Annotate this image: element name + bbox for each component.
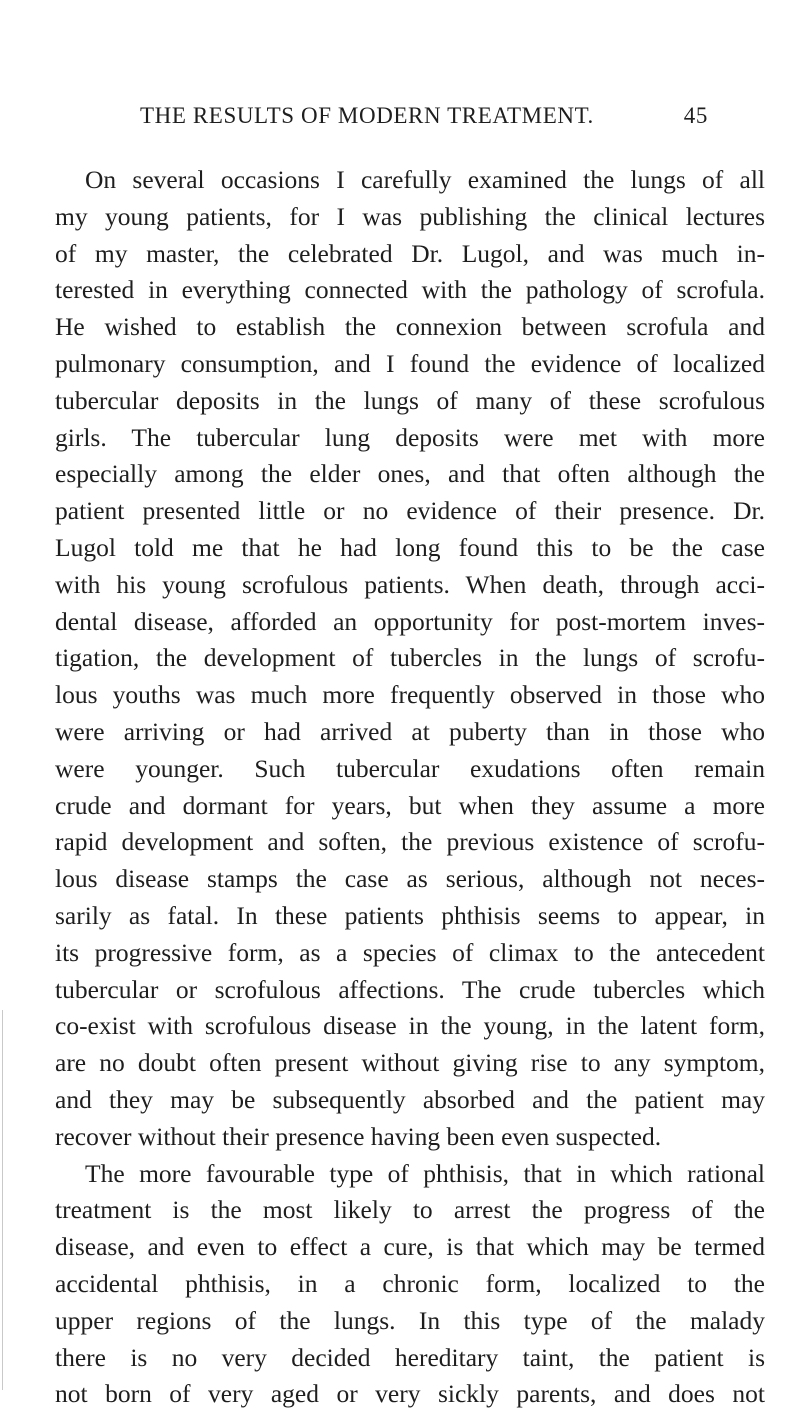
text-line: and they may be subsequently absorbed and the patient may: [55, 1084, 765, 1114]
text-line: lous youths was much more frequently observed in those who: [55, 680, 765, 710]
text-line: tubercular deposits in the lungs of many of these scrofulous: [55, 385, 765, 415]
text-line: lous disease stamps the case as serious, although not neces-: [55, 864, 765, 894]
text-line: pulmonary consumption, and I found the evidence of localized: [55, 348, 765, 378]
text-line: rapid development and soften, the previous existence of scrofu-: [55, 827, 765, 857]
body-text: [55, 162, 765, 1413]
running-head: [140, 103, 708, 139]
text-line: treatment is the most likely to arrest the progress of the: [55, 1195, 765, 1225]
text-line: He wished to establish the connexion between scrofula and: [55, 312, 765, 342]
text-line: accidental phthisis, in a chronic form, localized to the: [55, 1268, 765, 1298]
text-line: my young patients, for I was publishing the clinical lectures: [55, 201, 765, 231]
text-line: its progressive form, as a species of climax to the antecedent: [55, 937, 765, 967]
running-head-title: THE RESULTS OF MODERN TREATMENT.: [140, 103, 594, 128]
text-line: On several occasions I carefully examined the lungs of all: [85, 165, 765, 194]
text-line: patient presented little or no evidence of their presence. Dr.: [55, 496, 765, 526]
text-line: recover without their presence having been even suspected.: [55, 1121, 662, 1151]
text-line: terested in everything connected with the pathology of scrofula.: [55, 275, 765, 305]
text-line: not born of very aged or very sickly parents, and does not: [55, 1379, 765, 1409]
text-line: sarily as fatal. In these patients phthisis seems to appear, in: [55, 900, 765, 930]
text-line: there is no very decided hereditary taint, the patient is: [55, 1342, 765, 1372]
text-line: crude and dormant for years, but when they assume a more: [55, 790, 765, 820]
margin-rule: [2, 1010, 3, 1390]
text-line: girls. The tubercular lung deposits were met with more: [55, 422, 765, 452]
text-line: are no doubt often present without giving rise to any symptom,: [55, 1048, 765, 1078]
text-line: upper regions of the lungs. In this type of the malady: [55, 1305, 765, 1335]
text-line: tigation, the development of tubercles in the lungs of scrofu-: [55, 643, 765, 673]
text-line: of my master, the celebrated Dr. Lugol, and was much in-: [55, 238, 765, 268]
text-line: The more favourable type of phthisis, that in which rational: [85, 1158, 765, 1188]
text-line: dental disease, afforded an opportunity for post-mortem inves-: [55, 606, 765, 636]
text-line: co-exist with scrofulous disease in the young, in the latent form,: [55, 1011, 765, 1041]
text-line: with his young scrofulous patients. When death, through acci-: [55, 569, 765, 599]
text-line: especially among the elder ones, and that often although the: [55, 459, 765, 489]
text-line: tubercular or scrofulous affections. The crude tubercles which: [55, 974, 765, 1004]
text-line: were arriving or had arrived at puberty than in those who: [55, 716, 765, 746]
text-line: were younger. Such tubercular exudations often remain: [55, 753, 765, 783]
text-line: disease, and even to effect a cure, is that which may be termed: [55, 1232, 765, 1262]
text-line: Lugol told me that he had long found this to be the case: [55, 532, 765, 562]
page-number: 45: [683, 103, 708, 128]
